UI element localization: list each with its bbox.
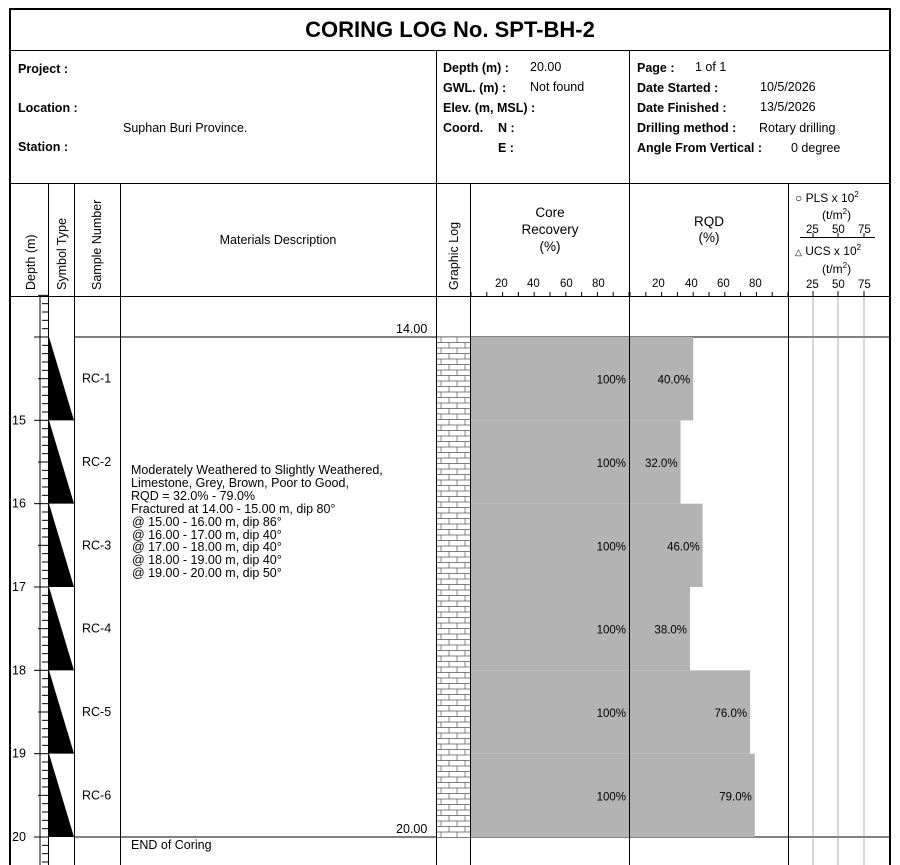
core-recovery-label: 100%: [596, 708, 626, 720]
depth-column-header: Depth (m): [24, 234, 38, 290]
page-value: 1 of 1: [695, 60, 727, 74]
gwl-label: GWL. (m) :: [443, 81, 507, 95]
core-run-symbol: [49, 754, 74, 837]
ucs-unit-exp: 2: [842, 261, 848, 270]
circle-icon: ○: [795, 191, 803, 205]
core-recovery-label: 100%: [596, 791, 626, 804]
pls-tick-25: 25: [806, 224, 819, 236]
description-line: @ 15.00 - 16.00 m, dip 86°: [132, 514, 282, 529]
drilling-method-value: Rotary drilling: [759, 121, 836, 135]
pls-exp: 2: [854, 190, 859, 199]
angle-value: 0 degree: [791, 141, 841, 155]
log-title: CORING LOG No. SPT-BH-2: [305, 17, 595, 42]
description-line: @ 19.00 - 20.00 m, dip 50°: [132, 566, 282, 581]
station-label: Station :: [18, 140, 68, 154]
ucs-exp: 2: [856, 243, 862, 252]
sample-number: RC-6: [82, 788, 112, 803]
core-tick-40: 40: [527, 278, 540, 290]
core-run-symbol: [49, 420, 74, 503]
core-run-symbol: [49, 670, 74, 753]
description-line: Limestone, Grey, Brown, Poor to Good,: [131, 475, 349, 490]
end-of-coring: END of Coring: [131, 838, 212, 852]
rqd-label: 46.0%: [667, 541, 700, 554]
depth-label: 20: [12, 830, 26, 844]
core-header-line1: Core: [535, 205, 565, 220]
coord-n-label: N :: [498, 121, 515, 135]
location-label: Location :: [18, 101, 78, 115]
rqd-label: 76.0%: [714, 708, 748, 720]
ucs-label: UCS x 10: [805, 244, 857, 258]
angle-label: Angle From Vertical :: [637, 141, 763, 155]
page-label: Page :: [637, 61, 675, 75]
date-started-value: 10/5/2026: [760, 80, 816, 94]
core-recovery-label: 100%: [596, 374, 626, 387]
ucs-tick-50: 50: [832, 279, 845, 291]
rqd-label: 79.0%: [719, 791, 752, 804]
core-recovery-label: 100%: [596, 624, 626, 637]
description-line: Fractured at 14.00 - 15.00 m, dip 80°: [131, 501, 336, 516]
date-started-label: Date Started :: [637, 81, 719, 95]
rqd-label: 40.0%: [657, 374, 691, 387]
elev-label: Elev. (m, MSL) :: [443, 101, 536, 115]
sample-number: RC-1: [82, 371, 112, 386]
ucs-tick-75: 75: [858, 279, 871, 291]
pls-tick-50: 50: [832, 224, 845, 236]
ucs-tick-25: 25: [806, 279, 819, 291]
bottom-depth-label: 20.00: [396, 822, 428, 836]
sample-number: RC-4: [82, 621, 112, 636]
top-depth-label: 14.00: [396, 322, 428, 336]
rqd-tick-20: 20: [652, 278, 665, 290]
drilling-method-label: Drilling method :: [637, 121, 737, 135]
graphic-column-header: Graphic Log: [447, 221, 461, 290]
description-line: @ 18.00 - 19.00 m, dip 40°: [132, 553, 282, 568]
pls-unit-close: ): [847, 208, 852, 222]
core-recovery-label: 100%: [596, 541, 626, 554]
sample-number: RC-2: [82, 455, 112, 469]
depth-value: 20.00: [530, 60, 562, 74]
rqd-header-line1: RQD: [694, 214, 724, 229]
description-line: @ 16.00 - 17.00 m, dip 40°: [132, 527, 282, 542]
gwl-value: Not found: [530, 80, 585, 94]
pls-unit-text: (t/m: [822, 208, 843, 222]
rqd-label: 32.0%: [644, 458, 678, 470]
symbol-column-header: Symbol Type: [55, 217, 69, 290]
date-finished-value: 13/5/2026: [760, 100, 816, 114]
location-value: Suphan Buri Province.: [123, 121, 248, 135]
core-tick-60: 60: [560, 278, 573, 290]
depth-label: 17: [12, 580, 26, 594]
ucs-unit-close: ): [847, 262, 852, 276]
core-header-line3: (%): [539, 239, 561, 254]
triangle-icon: △: [795, 247, 802, 257]
ucs-unit-text: (t/m: [822, 262, 843, 276]
pls-tick-75: 75: [858, 224, 871, 236]
core-run-symbol: [49, 504, 74, 587]
date-finished-label: Date Finished :: [637, 101, 727, 115]
rqd-label: 38.0%: [654, 624, 688, 637]
sample-number: RC-3: [82, 538, 112, 553]
depth-label: 19: [12, 746, 26, 761]
description-line: @ 17.00 - 18.00 m, dip 40°: [132, 540, 282, 555]
rqd-tick-40: 40: [685, 278, 698, 290]
rqd-tick-60: 60: [717, 278, 730, 290]
depth-label: 16: [12, 496, 26, 511]
pls-unit-exp: 2: [842, 207, 848, 216]
core-tick-80: 80: [592, 278, 605, 290]
coord-label: Coord.: [443, 121, 484, 135]
rqd-header-line2: (%): [698, 230, 720, 245]
materials-column-header: Materials Description: [219, 233, 337, 247]
sample-column-header: Sample Number: [90, 199, 104, 290]
depth-label: 15: [12, 413, 26, 428]
rqd-tick-80: 80: [749, 278, 762, 290]
depth-label: Depth (m) :: [443, 61, 509, 75]
pls-label: PLS x 10: [805, 191, 855, 205]
coord-e-label: E :: [498, 141, 514, 155]
core-tick-20: 20: [495, 278, 508, 290]
sample-number: RC-5: [82, 705, 112, 719]
core-header-line2: Recovery: [521, 222, 579, 237]
core-recovery-label: 100%: [596, 458, 626, 470]
project-label: Project :: [18, 62, 69, 76]
depth-label: 18: [12, 663, 26, 678]
description-line: RQD = 32.0% - 79.0%: [131, 488, 256, 503]
description-line: Moderately Weathered to Slightly Weathered,: [131, 463, 383, 477]
core-run-symbol: [49, 337, 74, 420]
core-run-symbol: [49, 587, 74, 670]
